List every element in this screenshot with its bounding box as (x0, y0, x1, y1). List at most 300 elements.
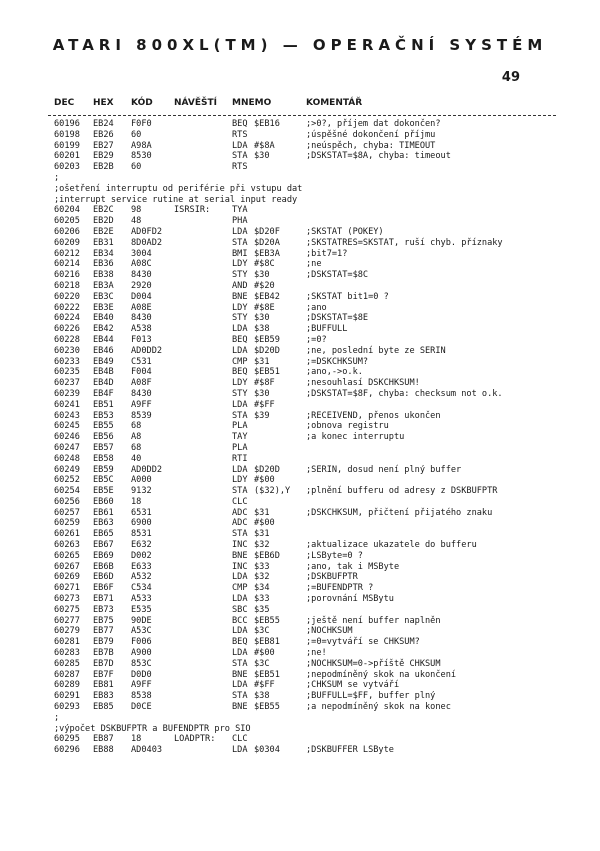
cell-kod: A532 (131, 572, 152, 583)
cell-dec: 60285 (54, 658, 80, 669)
cell-dec: 60273 (54, 594, 80, 605)
cell-hex: EB5E (93, 486, 114, 497)
code-line (0, 529, 600, 540)
cell-mn: BCC (232, 615, 248, 626)
cell-com: ;=0=vytváří se CHKSUM? (306, 637, 420, 648)
cell-hex: EB77 (93, 626, 114, 637)
cell-dec: 60257 (54, 507, 80, 518)
cell-hex: EB42 (93, 324, 114, 335)
cell-mn: STA (232, 237, 248, 248)
cell-kod: D004 (131, 291, 152, 302)
cell-com: ;DSKBUFPTR (306, 572, 358, 583)
cell-mn: CLC (232, 734, 248, 745)
cell-com: ;a konec interruptu (306, 432, 405, 443)
cell-kod: D0CE (131, 702, 152, 713)
cell-mn: ADC (232, 507, 248, 518)
code-line (0, 562, 600, 573)
cell-op: #$20 (254, 280, 275, 291)
cell-kod: A000 (131, 475, 152, 486)
cell-com: ;DSKSTAT=$8A, chyba: timeout (306, 151, 451, 162)
cell-com: ;=DSKCHKSUM? (306, 356, 369, 367)
cell-mn: STA (232, 691, 248, 702)
cell-mn: BNE (232, 550, 248, 561)
cell-mn: STA (232, 529, 248, 540)
cell-kod: 8530 (131, 151, 152, 162)
cell-dec: 60209 (54, 237, 80, 248)
cell-kod: C531 (131, 356, 152, 367)
cell-op: #$8C (254, 259, 275, 270)
cell-kod: A08F (131, 378, 152, 389)
cell-kod: 18 (131, 734, 142, 745)
cell-op: $32 (254, 572, 270, 583)
code-line (0, 151, 600, 162)
cell-dec: 60267 (54, 561, 80, 572)
cell-mn: LDA (232, 572, 248, 583)
cell-dec: 60279 (54, 626, 80, 637)
cell-kod: 853C (131, 658, 152, 669)
cell-kod: 60 (131, 129, 142, 140)
header-dec: DEC (54, 98, 75, 108)
cell-mn: CMP (232, 356, 248, 367)
cell-op: $38 (254, 324, 270, 335)
cell-hex: EB2C (93, 205, 114, 216)
cell-dec: 60228 (54, 334, 80, 345)
cell-com: ;ne! (306, 648, 327, 659)
cell-com: ;NOCHKSUM (306, 626, 353, 637)
cell-dec: 60289 (54, 680, 80, 691)
cell-kod: AD0DD2 (131, 464, 163, 475)
cell-mn: CMP (232, 583, 248, 594)
cell-kod: 8430 (131, 388, 152, 399)
cell-mn: BEQ (232, 119, 248, 129)
cell-op: $31 (254, 507, 270, 518)
code-line (0, 572, 600, 583)
cell-dec: 60235 (54, 367, 80, 378)
cell-mn: BNE (232, 669, 248, 680)
cell-dec: 60206 (54, 226, 80, 237)
code-line (0, 281, 600, 292)
cell-mn: AND (232, 280, 248, 291)
cell-op: $38 (254, 691, 270, 702)
cell-dec: 60247 (54, 442, 80, 453)
cell-com: ;obnova registru (306, 421, 389, 432)
cell-dec: 60203 (54, 162, 80, 173)
cell-dec: 60218 (54, 280, 80, 291)
cell-op: $30 (254, 270, 270, 281)
cell-dec: 60295 (54, 734, 80, 745)
cell-dec: 60261 (54, 529, 80, 540)
cell-dec: 60269 (54, 572, 80, 583)
cell-com: ;bit7=1? (306, 248, 348, 259)
cell-dec: 60256 (54, 496, 80, 507)
cell-hex: EB3C (93, 291, 114, 302)
cell-kod: E632 (131, 540, 152, 551)
cell-mn: BMI (232, 248, 248, 259)
code-line (0, 421, 600, 432)
cell-dec: 60271 (54, 583, 80, 594)
cell-dec: 60265 (54, 550, 80, 561)
cell-mn: LDA (232, 140, 248, 151)
cell-hex: EB73 (93, 604, 114, 615)
cell-mn: LDA (232, 745, 248, 756)
cell-kod: C534 (131, 583, 152, 594)
cell-hex: EB60 (93, 496, 114, 507)
code-line (0, 734, 600, 745)
cell-com: ;=0? (306, 334, 327, 345)
code-line (0, 443, 600, 454)
cell-kod: 48 (131, 216, 142, 227)
cell-com: ;plnění bufferu od adresy z DSKBUFPTR (306, 486, 498, 497)
cell-kod: F004 (131, 367, 152, 378)
header-hex: HEX (93, 98, 114, 108)
cell-dec: 60220 (54, 291, 80, 302)
cell-kod: 98 (131, 205, 142, 216)
code-line (0, 518, 600, 529)
cell-com: ;nesouhlasí DSKCHKSUM! (306, 378, 420, 389)
cell-kod: 40 (131, 453, 142, 464)
cell-op: #$00 (254, 518, 275, 529)
cell-mn: BEQ (232, 334, 248, 345)
page-number: 49 (501, 70, 520, 85)
code-line (0, 367, 600, 378)
code-line (0, 594, 600, 605)
code-line (0, 411, 600, 422)
cell-mn: LDA (232, 345, 248, 356)
cell-hex: EB61 (93, 507, 114, 518)
code-line (0, 432, 600, 443)
cell-dec: 60212 (54, 248, 80, 259)
cell-dec: 60198 (54, 129, 80, 140)
cell-dec: 60291 (54, 691, 80, 702)
cell-op: $EB55 (254, 615, 280, 626)
cell-op: $3C (254, 658, 270, 669)
cell-hex: EB81 (93, 680, 114, 691)
cell-mn: LDA (232, 324, 248, 335)
cell-kod: 3004 (131, 248, 152, 259)
cell-dec: 60205 (54, 216, 80, 227)
comment-text: ; (54, 172, 60, 183)
cell-kod: F0F0 (131, 119, 152, 129)
cell-mn: LDA (232, 648, 248, 659)
cell-kod: E535 (131, 604, 152, 615)
cell-kod: E633 (131, 561, 152, 572)
cell-op: $3C (254, 626, 270, 637)
cell-com: ;DSKCHKSUM, přičtení přijatého znaku (306, 507, 493, 518)
cell-hex: EB56 (93, 432, 114, 443)
cell-kod: 8430 (131, 270, 152, 281)
cell-dec: 60249 (54, 464, 80, 475)
cell-mn: RTS (232, 129, 248, 140)
cell-kod: A98A (131, 140, 152, 151)
cell-hex: EB7B (93, 648, 114, 659)
cell-com: ;LSByte=0 ? (306, 550, 363, 561)
cell-mn: STA (232, 658, 248, 669)
cell-hex: EB49 (93, 356, 114, 367)
cell-mn: STY (232, 270, 248, 281)
header-label: NÁVĚŠTÍ (174, 98, 217, 108)
code-line (0, 313, 600, 324)
comment-text: ; (54, 712, 60, 723)
cell-kod: A08E (131, 302, 152, 313)
cell-op: $EB55 (254, 702, 280, 713)
cell-hex: EB58 (93, 453, 114, 464)
cell-hex: EB4B (93, 367, 114, 378)
code-line (0, 238, 600, 249)
cell-dec: 60230 (54, 345, 80, 356)
cell-kod: F013 (131, 334, 152, 345)
cell-mn: PLA (232, 442, 248, 453)
cell-hex: EB75 (93, 615, 114, 626)
cell-kod: 8430 (131, 313, 152, 324)
cell-mn: SBC (232, 604, 248, 615)
cell-mn: STY (232, 313, 248, 324)
cell-op: $33 (254, 561, 270, 572)
code-line (0, 389, 600, 400)
cell-dec: 60199 (54, 140, 80, 151)
code-line (0, 659, 600, 670)
cell-hex: EB59 (93, 464, 114, 475)
cell-hex: EB44 (93, 334, 114, 345)
code-line (0, 486, 600, 497)
code-line (0, 616, 600, 627)
cell-dec: 60248 (54, 453, 80, 464)
cell-hex: EB69 (93, 550, 114, 561)
cell-com: ;ano,->o.k. (306, 367, 363, 378)
cell-op: #$8F (254, 378, 275, 389)
code-line (0, 605, 600, 616)
cell-dec: 60283 (54, 648, 80, 659)
cell-com: ;SKSTAT bit1=0 ? (306, 291, 389, 302)
cell-dec: 60296 (54, 745, 80, 756)
code-line (0, 745, 600, 756)
cell-com: ;BUFFULL (306, 324, 348, 335)
cell-hex: EB7D (93, 658, 114, 669)
cell-hex: EB51 (93, 399, 114, 410)
cell-hex: EB46 (93, 345, 114, 356)
cell-hex: EB6D (93, 572, 114, 583)
cell-op: #$8E (254, 302, 275, 313)
cell-hex: EB63 (93, 518, 114, 529)
cell-hex: EB3E (93, 302, 114, 313)
cell-com: ;aktualizace ukazatele do bufferu (306, 540, 477, 551)
cell-com: ;SKSTATRES=SKSTAT, ruší chyb. příznaky (306, 237, 503, 248)
cell-dec: 60287 (54, 669, 80, 680)
cell-mn: LDA (232, 399, 248, 410)
comment-text: ;interrupt service rutine at serial input ready (54, 194, 298, 205)
code-line (0, 670, 600, 681)
cell-com: ;DSKSTAT=$8C (306, 270, 369, 281)
cell-dec: 60243 (54, 410, 80, 421)
cell-dec: 60216 (54, 270, 80, 281)
cell-op: $39 (254, 410, 270, 421)
cell-com: ;SERIN, dosud není plný buffer (306, 464, 462, 475)
cell-mn: STA (232, 151, 248, 162)
cell-op: $EB81 (254, 637, 280, 648)
cell-kod: 18 (131, 496, 142, 507)
code-listing (0, 119, 600, 756)
cell-kod: A533 (131, 594, 152, 605)
cell-com: ;ano, tak i MSByte (306, 561, 400, 572)
cell-hex: EB4F (93, 388, 114, 399)
cell-dec: 60201 (54, 151, 80, 162)
cell-com: ;NOCHKSUM=0->příště CHKSUM (306, 658, 441, 669)
cell-kod: AD0DD2 (131, 345, 163, 356)
cell-hex: EB29 (93, 151, 114, 162)
cell-hex: EB4D (93, 378, 114, 389)
cell-mn: PLA (232, 421, 248, 432)
cell-dec: 60254 (54, 486, 80, 497)
code-line (0, 141, 600, 152)
code-line (0, 626, 600, 637)
comment-line (0, 195, 600, 206)
cell-mn: STA (232, 410, 248, 421)
code-line (0, 292, 600, 303)
cell-com: ;SKSTAT (POKEY) (306, 226, 384, 237)
cell-mn: BEQ (232, 637, 248, 648)
column-header (0, 98, 600, 112)
cell-op: $EB42 (254, 291, 280, 302)
code-line (0, 400, 600, 411)
cell-com: ;DSKBUFFER LSByte (306, 745, 394, 756)
cell-dec: 60239 (54, 388, 80, 399)
cell-hex: EB2D (93, 216, 114, 227)
cell-kod: A538 (131, 324, 152, 335)
cell-com: ;a nepodmíněný skok na konec (306, 702, 451, 713)
cell-com: ;DSKSTAT=$8F, chyba: checksum not o.k. (306, 388, 503, 399)
cell-mn: LDA (232, 594, 248, 605)
code-line (0, 324, 600, 335)
cell-mn: LDY (232, 302, 248, 313)
cell-op: $31 (254, 529, 270, 540)
cell-hex: EB6B (93, 561, 114, 572)
cell-op: $30 (254, 151, 270, 162)
header-kod: KÓD (131, 98, 153, 108)
cell-op: $EB3A (254, 248, 280, 259)
code-line (0, 303, 600, 314)
cell-kod: 6900 (131, 518, 152, 529)
cell-hex: EB71 (93, 594, 114, 605)
comment-line (0, 724, 600, 735)
cell-op: $EB51 (254, 669, 280, 680)
cell-op: $30 (254, 388, 270, 399)
cell-mn: PHA (232, 216, 248, 227)
code-line (0, 637, 600, 648)
cell-op: #$FF (254, 680, 275, 691)
cell-dec: 60224 (54, 313, 80, 324)
cell-hex: EB34 (93, 248, 114, 259)
cell-hex: EB38 (93, 270, 114, 281)
cell-hex: EB55 (93, 421, 114, 432)
code-line (0, 583, 600, 594)
cell-mn: BNE (232, 291, 248, 302)
cell-op: #$00 (254, 475, 275, 486)
cell-kod: 8539 (131, 410, 152, 421)
cell-hex: EB36 (93, 259, 114, 270)
cell-hex: EB27 (93, 140, 114, 151)
cell-op: $D20A (254, 237, 280, 248)
cell-com: ;>0?, příjem dat dokončen? (306, 119, 441, 129)
code-line (0, 162, 600, 173)
header-divider (48, 115, 556, 116)
cell-op: $EB6D (254, 550, 280, 561)
cell-kod: 68 (131, 442, 142, 453)
cell-op: $34 (254, 583, 270, 594)
cell-kod: AD0403 (131, 745, 163, 756)
cell-mn: LDY (232, 259, 248, 270)
code-line (0, 691, 600, 702)
cell-op: $D20F (254, 226, 280, 237)
cell-dec: 60214 (54, 259, 80, 270)
cell-op: $31 (254, 356, 270, 367)
code-line (0, 119, 600, 130)
cell-dec: 60263 (54, 540, 80, 551)
cell-hex: EB2B (93, 162, 114, 173)
cell-mn: LDA (232, 680, 248, 691)
comment-line (0, 184, 600, 195)
code-line (0, 130, 600, 141)
code-line (0, 205, 600, 216)
cell-dec: 60222 (54, 302, 80, 313)
cell-kod: 8538 (131, 691, 152, 702)
cell-dec: 60259 (54, 518, 80, 529)
comment-line (0, 173, 600, 184)
cell-dec: 60275 (54, 604, 80, 615)
code-line (0, 335, 600, 346)
header-mnemo: MNEMO (232, 98, 272, 108)
cell-hex: EB65 (93, 529, 114, 540)
cell-hex: EB2E (93, 226, 114, 237)
cell-mn: LDY (232, 378, 248, 389)
code-line (0, 216, 600, 227)
cell-kod: 2920 (131, 280, 152, 291)
cell-mn: BNE (232, 702, 248, 713)
cell-kod: A08C (131, 259, 152, 270)
cell-com: ;ještě není buffer naplněn (306, 615, 441, 626)
cell-kod: 90DE (131, 615, 152, 626)
code-line (0, 270, 600, 281)
code-line (0, 249, 600, 260)
cell-op: $D20D (254, 464, 280, 475)
code-line (0, 497, 600, 508)
cell-kod: A9FF (131, 399, 152, 410)
cell-mn: LDA (232, 226, 248, 237)
cell-op: $D20D (254, 345, 280, 356)
code-line (0, 454, 600, 465)
cell-op: $EB59 (254, 334, 280, 345)
cell-dec: 60245 (54, 421, 80, 432)
cell-hex: EB3A (93, 280, 114, 291)
cell-com: ;CHKSUM se vytváří (306, 680, 400, 691)
cell-com: ;BUFFULL=$FF, buffer plný (306, 691, 436, 702)
code-line (0, 680, 600, 691)
cell-com: ;RECEIVEND, přenos ukončen (306, 410, 441, 421)
cell-kod: A9FF (131, 680, 152, 691)
cell-op: $32 (254, 540, 270, 551)
cell-com: ;úspěšné dokončení příjmu (306, 129, 436, 140)
cell-hex: EB83 (93, 691, 114, 702)
cell-dec: 60241 (54, 399, 80, 410)
cell-com: ;ne (306, 259, 322, 270)
cell-dec: 60293 (54, 702, 80, 713)
cell-kod: D0D0 (131, 669, 152, 680)
code-line (0, 702, 600, 713)
code-line (0, 357, 600, 368)
code-line (0, 551, 600, 562)
code-line (0, 648, 600, 659)
code-line (0, 227, 600, 238)
cell-hex: EB6F (93, 583, 114, 594)
cell-dec: 60281 (54, 637, 80, 648)
